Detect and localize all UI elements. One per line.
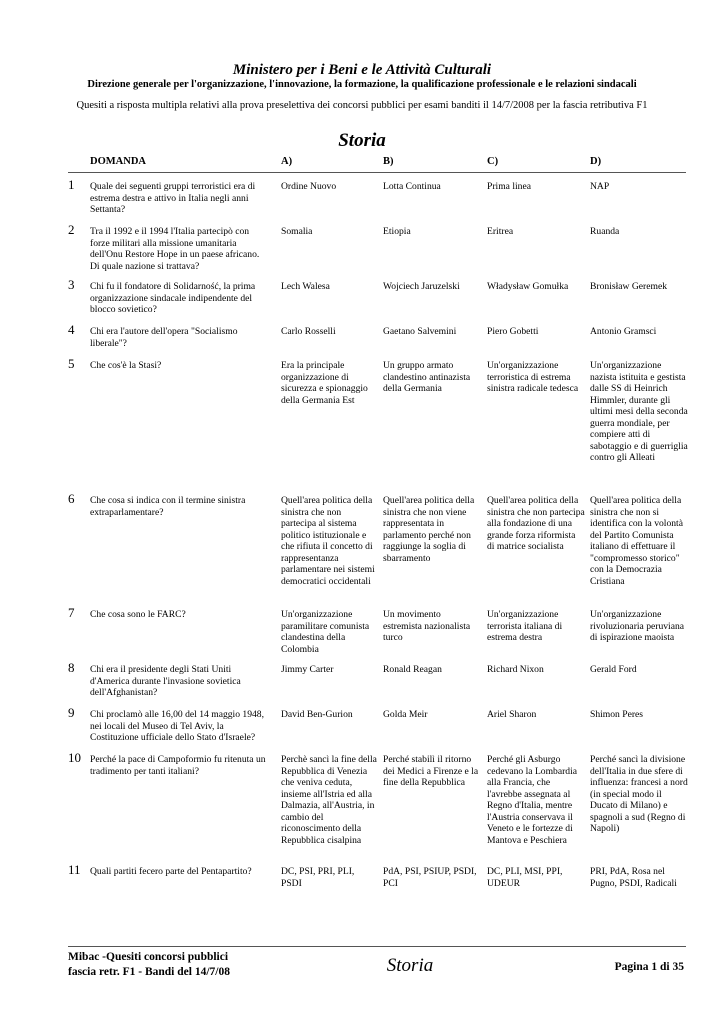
question-number: 10 [68, 750, 81, 765]
question-text: Che cosa si indica con il termine sinistra extraparlamentare? [90, 495, 246, 518]
answer-b: Quell'area politica della sinistra che non viene rappresentata in parlamento perché non raggiunge la soglia di sbarramento [383, 495, 475, 564]
answer-c: Eritrea [487, 226, 514, 237]
answer-c: Perché gli Asburgo cedevano la Lombardia alla Francia, che l'avrebbe assegnata al Regno d'Italia, mentre l'Austria conservava il Veneto e le fortezze di Mantova e Peschiera [487, 754, 578, 846]
question-number: 5 [68, 356, 75, 371]
answer-c: DC, PLI, MSI, PPI, UDEUR [487, 866, 563, 889]
answer-b: Ronald Reagan [383, 664, 442, 675]
answer-b: Un gruppo armato clandestino antinazista della Germania [383, 360, 471, 394]
answer-c: Piero Gobetti [487, 326, 539, 337]
footer-left-line2: fascia retr. F1 - Bandi del 14/7/08 [68, 966, 230, 978]
answer-a: Era la principale organizzazione di sicurezza e spionaggio della Germania Est [281, 360, 368, 406]
answer-b: PdA, PSI, PSIUP, PSDI, PCI [383, 866, 477, 889]
answer-d: Un'organizzazione rivoluzionaria peruviana di ispirazione maoista [590, 609, 685, 643]
question-number: 7 [68, 605, 75, 620]
column-header-a: A) [281, 156, 293, 167]
intro-text: Quesiti a risposta multipla relativi alla prova preselettiva dei concorsi pubblici per esami banditi il 14/7/2008 per la fascia retributiva F1 [76, 100, 648, 111]
answer-d: Ruanda [590, 226, 620, 237]
answer-b: Wojciech Jaruzelski [383, 281, 460, 292]
answer-a: Un'organizzazione paramilitare comunista clandestina della Colombia [281, 609, 370, 655]
question-text: Che cosa sono le FARC? [90, 609, 186, 620]
question-number: 2 [68, 222, 75, 237]
header-divider [68, 172, 686, 173]
answer-d: PRI, PdA, Rosa nel Pugno, PSDI, Radicali [590, 866, 677, 889]
answer-d: Antonio Gramsci [590, 326, 657, 337]
answer-c: Władysław Gomułka [487, 281, 569, 292]
question-number: 1 [68, 177, 75, 192]
directorate-subtitle: Direzione generale per l'organizzazione, l'innovazione, la formazione, la qualificazione professionale e le relazioni sindacali [87, 79, 637, 90]
column-header-b: B) [383, 156, 394, 167]
answer-a: Perchè sancì la fine della Repubblica di Venezia che veniva ceduta, insieme all'Istria ed alla Dalmazia, all'Austria, in cambio del riconoscimento della Repubblica cisalpina [281, 754, 377, 846]
column-header-c: C) [487, 156, 499, 167]
answer-c: Ariel Sharon [487, 709, 537, 720]
footer-left-line1: Mibac -Quesiti concorsi pubblici [68, 951, 229, 963]
question-number: 4 [68, 322, 75, 337]
answer-d: Shimon Peres [590, 709, 644, 720]
question-text: Chi era il presidente degli Stati Uniti d'America durante l'invasione sovietica dell'Afghanistan? [90, 664, 241, 698]
ministry-title: Ministero per i Beni e le Attività Culturali [232, 62, 492, 78]
footer-divider [68, 946, 686, 947]
question-text: Quali partiti fecero parte del Pentapartito? [90, 866, 252, 877]
answer-a: Jimmy Carter [281, 664, 334, 675]
question-text: Quale dei seguenti gruppi terroristici era di estrema destra e attivo in Italia negli anni Settanta? [90, 181, 256, 215]
answer-c: Richard Nixon [487, 664, 544, 675]
answer-d: Bronisław Geremek [590, 281, 667, 292]
question-text: Chi fu il fondatore di Solidarność, la prima organizzazione sindacale indipendente del blocco sovietico? [90, 281, 256, 315]
answer-d: NAP [590, 181, 610, 192]
column-header-d: D) [590, 156, 602, 167]
answer-a: Ordine Nuovo [281, 181, 337, 192]
answer-b: Perché stabilì il ritorno dei Medici a Firenze e la fine della Repubblica [383, 754, 479, 788]
question-number: 6 [68, 491, 75, 506]
question-number: 9 [68, 705, 75, 720]
question-number: 11 [68, 862, 81, 877]
footer-section-name: Storia [386, 955, 434, 976]
question-text: Che cos'è la Stasi? [90, 360, 162, 371]
column-header-question: DOMANDA [90, 156, 146, 167]
question-text: Tra il 1992 e il 1994 l'Italia partecipò con forze militari alla missione umanitaria dell'Onu Restore Hope in un paese africano. Di quale nazione si trattava? [90, 226, 260, 272]
answer-b: Golda Meir [383, 709, 428, 720]
answer-a: DC, PSI, PRI, PLI, PSDI [281, 866, 355, 889]
answer-b: Gaetano Salvemini [383, 326, 457, 337]
answer-c: Un'organizzazione terrorista italiana di estrema destra [487, 609, 563, 643]
answer-d: Perché sancì la divisione dell'Italia in due sfere di influenza: francesi a nord (in special modo il Ducato di Milano) e spagnoli a sud (Regno di Napoli) [590, 754, 688, 834]
page-number: Pagina 1 di 35 [614, 961, 684, 973]
question-text: Perché la pace di Campoformio fu ritenuta un tradimento per tanti italiani? [90, 754, 266, 777]
question-text: Chi era l'autore dell'opera "Socialismo liberale"? [90, 326, 238, 349]
answer-a: David Ben-Gurion [281, 709, 353, 720]
answer-c: Un'organizzazione terroristica di estrema sinistra radicale tedesca [487, 360, 579, 394]
answer-d: Gerald Ford [590, 664, 637, 675]
answer-d: Un'organizzazione nazista istituita e gestista dalle SS di Heinrich Himmler, durante gli ultimi mesi della seconda guerra mondiale, per compiere atti di sabotaggio e di guerriglia contro gli Alleati [590, 360, 688, 463]
answer-c: Quell'area politica della sinistra che non partecipa alla fondazione di una grande forza riformista di matrice socialista [487, 495, 585, 552]
answer-a: Quell'area politica della sinistra che non partecipa al sistema politico istituzionale e che rifiuta il concetto di rappresentanza parlamentare nei sistemi democratici occidentali [281, 495, 375, 587]
answer-a: Lech Walesa [281, 281, 330, 292]
answer-a: Carlo Rosselli [281, 326, 336, 337]
answer-b: Lotta Continua [383, 181, 441, 192]
answer-c: Prima linea [487, 181, 531, 192]
answer-b: Etiopia [383, 226, 411, 237]
question-number: 8 [68, 660, 75, 675]
answer-a: Somalia [281, 226, 313, 237]
section-title: Storia [338, 130, 386, 151]
question-text: Chi proclamò alle 16,00 del 14 maggio 1948, nei locali del Museo di Tel Aviv, la Costituzione ufficiale dello Stato d'Israele? [90, 709, 264, 743]
answer-d: Quell'area politica della sinistra che non si identifica con la volontà del Partito Comunista italiano di effettuare il "compromesso storico" con la Democrazia Cristiana [590, 495, 683, 587]
question-number: 3 [68, 277, 75, 292]
answer-b: Un movimento estremista nazionalista turco [383, 609, 471, 643]
